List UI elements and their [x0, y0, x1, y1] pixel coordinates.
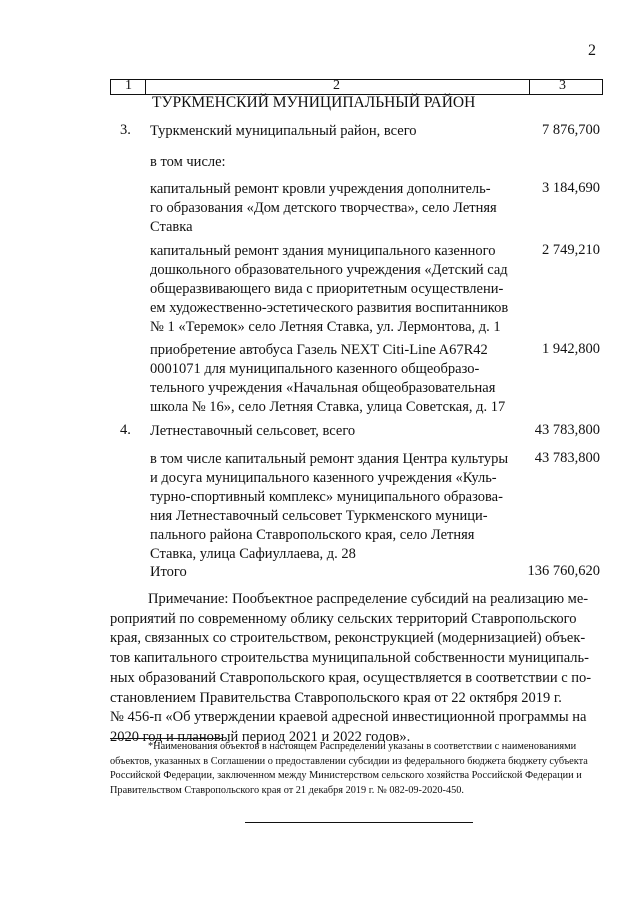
total-amount: 136 760,620: [527, 563, 600, 579]
list-item: [150, 341, 505, 417]
item-line: Ставка: [150, 219, 193, 235]
total-label: Итого: [150, 564, 187, 580]
item-line: общеразвивающего вида с приоритетным осуществлени-: [150, 281, 504, 297]
row-amount: 43 783,800: [534, 422, 600, 438]
item-line: приобретение автобуса Газель NEXT Citi-Line A67R42: [150, 342, 488, 358]
item-line: дошкольного образовательного учреждения «Детский сад: [150, 262, 508, 278]
item-line: тельного учреждения «Начальная общеобразовательная: [150, 380, 496, 396]
item-line: капитальный ремонт кровли учреждения дополнитель-: [150, 181, 491, 197]
footnote-line: объектов, указанных в Соглашении о предоставлении субсидии из федерального бюджета бюджету субъекта: [110, 755, 588, 767]
row-number: 3.: [120, 122, 131, 138]
footnote-line: *Наименования объектов в настоящем Распределении указаны в соответствии с наименованиями: [148, 741, 577, 752]
note-line: ных образований Ставропольского края, осуществляется в соответствии с по-: [110, 669, 592, 686]
header-divider: [145, 80, 146, 94]
list-item: [150, 450, 508, 564]
note-line: № 456-п «Об утверждении краевой адресной инвестиционной программы на: [110, 709, 587, 726]
list-item: [150, 242, 508, 337]
row-amount: 7 876,700: [542, 122, 600, 138]
item-line: № 1 «Теремок» село Летняя Ставка, ул. Лермонтова, д. 1: [150, 319, 501, 335]
item-line: Ставка, улица Сафиуллаева, д. 28: [150, 546, 356, 562]
item-line: турно-спортивный комплекс» муниципального образова-: [150, 489, 503, 505]
note-line: становлением Правительства Ставропольского края от 22 октября 2019 г.: [110, 689, 562, 706]
row-title: Летнеставочный сельсовет, всего: [150, 423, 356, 439]
note-line: роприятий по современному облику сельских территорий Ставропольского: [110, 610, 577, 627]
list-item: [150, 180, 497, 237]
page-number: 2: [588, 42, 596, 59]
footnote-line: Российской Федерации, заключенном между Министерством сельского хозяйства Российской Федерации и: [110, 770, 582, 782]
header-divider: [529, 80, 530, 94]
item-line: 0001071 для муниципального казенного общеобразо-: [150, 361, 480, 377]
item-amount: 1 942,800: [542, 341, 600, 357]
row-number: 4.: [120, 422, 131, 438]
header-col-2: 2: [333, 78, 340, 93]
footnote-line: Правительством Ставропольского края от 21 декабря 2019 г. № 082-09-2020-450.: [110, 784, 464, 796]
item-line: школа № 16», село Летняя Ставка, улица Советская, д. 17: [150, 399, 506, 415]
header-col-3: 3: [559, 78, 566, 93]
including-label: в том числе:: [150, 154, 226, 170]
item-line: капитальный ремонт здания муниципального казенного: [150, 243, 496, 259]
item-line: ния Летнеставочный сельсовет Туркменского муници-: [150, 508, 488, 524]
item-amount: 2 749,210: [542, 242, 600, 258]
item-line: ем художественно-эстетического развития воспитанников: [150, 300, 509, 316]
note-line: Примечание: Пообъектное распределение субсидий на реализацию ме-: [148, 591, 589, 607]
footnote-separator: [110, 738, 222, 739]
note-paragraph: [110, 590, 602, 748]
header-col-1: 1: [125, 78, 132, 93]
item-line: в том числе капитальный ремонт здания Центра культуры: [150, 451, 509, 467]
note-line: тов капитального строительства муниципальной собственности муниципаль-: [110, 650, 589, 667]
footnote: [110, 740, 602, 798]
row-title: Туркменский муниципальный район, всего: [150, 123, 417, 139]
note-line: 2020 год и плановый период 2021 и 2022 годов».: [110, 728, 411, 745]
note-line: края, связанных со строительством, реконструкцией (модернизацией) объек-: [110, 630, 586, 647]
end-line: [245, 822, 473, 823]
region-title: ТУРКМЕНСКИЙ МУНИЦИПАЛЬНЫЙ РАЙОН: [152, 94, 476, 111]
item-line: и досуга муниципального казенного учреждения «Куль-: [150, 470, 497, 486]
item-line: го образования «Дом детского творчества», село Летняя: [150, 200, 497, 216]
item-amount: 43 783,800: [534, 450, 600, 466]
item-amount: 3 184,690: [542, 180, 600, 196]
item-line: пального района Ставропольского края, село Летняя: [150, 527, 475, 543]
table-header: [110, 79, 603, 95]
